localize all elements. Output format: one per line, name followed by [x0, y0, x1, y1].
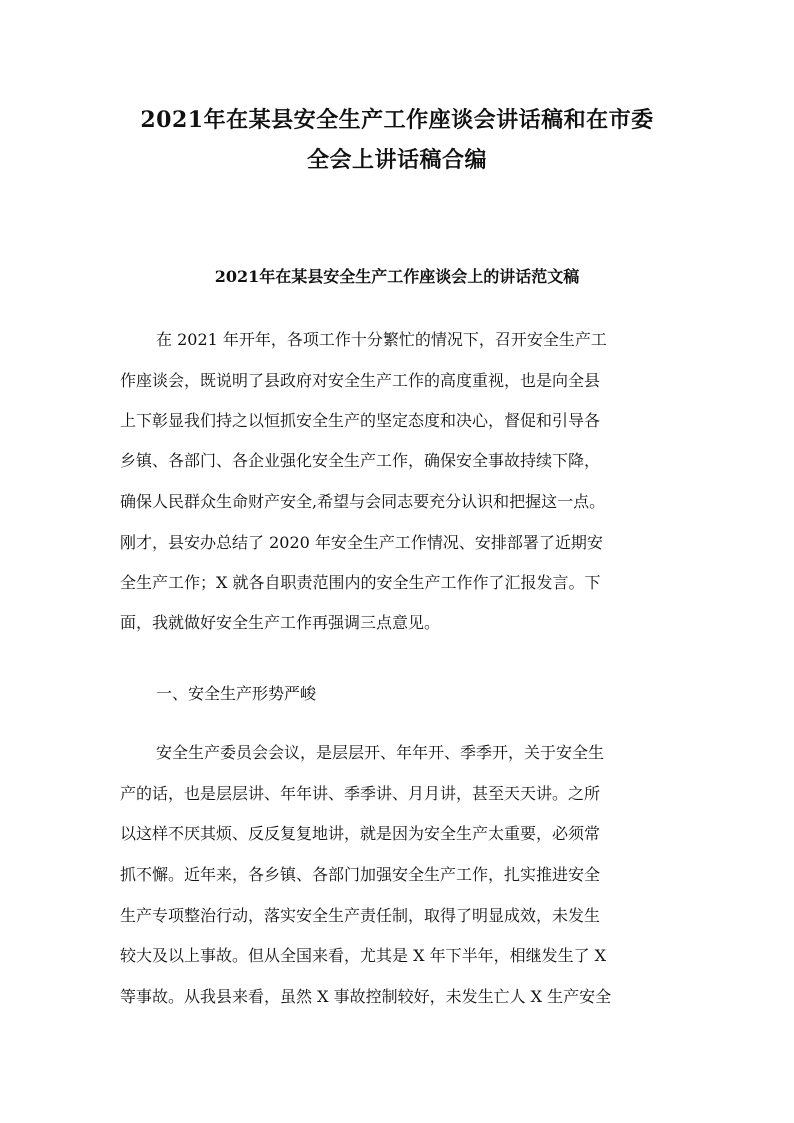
paragraph-1-line-7: 全生产工作；X 就各自职责范围内的安全生产工作作了汇报发言。下	[120, 573, 601, 592]
paragraph-2-line-7: 等事故。从我县来看，虽然 X 事故控制较好，未发生亡人 X 生产安全	[120, 987, 612, 1006]
paragraph-1-line-4: 乡镇、各部门、各企业强化安全生产工作，确保安全事故持续下降，	[120, 451, 601, 470]
paragraph-1-line-5: 确保人民群众生命财产安全,希望与会同志要充分认识和把握这一点。	[120, 492, 606, 511]
paragraph-2-line-6: 较大及以上事故。但从全国来看，尤其是 X 年下半年，相继发生了 X	[120, 946, 607, 965]
document-title-line-2: 全会上讲话稿合编	[306, 147, 487, 173]
paragraph-2-line-3: 以这样不厌其烦、反反复复地讲，就是因为安全生产太重要，必须常	[120, 824, 601, 843]
document-title	[0, 100, 794, 180]
document-title-line-1: 2021年在某县安全生产工作座谈会讲话稿和在市委	[140, 107, 654, 133]
paragraph-2-line-5: 生产专项整治行动，落实安全生产责任制，取得了明显成效，未发生	[120, 906, 601, 925]
paragraph-1-line-2: 作座谈会，既说明了县政府对安全生产工作的高度重视，也是向全县	[120, 371, 601, 390]
paragraph-2-line-2: 产的话，也是层层讲、年年讲、季季讲、月月讲，甚至天天讲。之所	[120, 784, 601, 803]
paragraph-1-line-8: 面，我就做好安全生产工作再强调三点意见。	[120, 613, 441, 632]
subheading-1: 一、安全生产形势严峻	[156, 684, 317, 703]
paragraph-2-line-1: 安全生产委员会会议，是层层开、年年开、季季开，关于安全生	[156, 743, 605, 762]
section-heading: 2021年在某县安全生产工作座谈会上的讲话范文稿	[214, 267, 580, 286]
paragraph-1-line-6: 刚才，县安办总结了 2020 年安全生产工作情况、安排部署了近期安	[120, 533, 603, 552]
paragraph-1-line-1: 在 2021 年开年，各项工作十分繁忙的情况下，召开安全生产工	[156, 330, 607, 349]
paragraph-2-line-4: 抓不懈。近年来，各乡镇、各部门加强安全生产工作，扎实推进安全	[120, 865, 601, 884]
paragraph-1-line-3: 上下彰显我们持之以恒抓安全生产的坚定态度和决心，督促和引导各	[120, 411, 601, 430]
